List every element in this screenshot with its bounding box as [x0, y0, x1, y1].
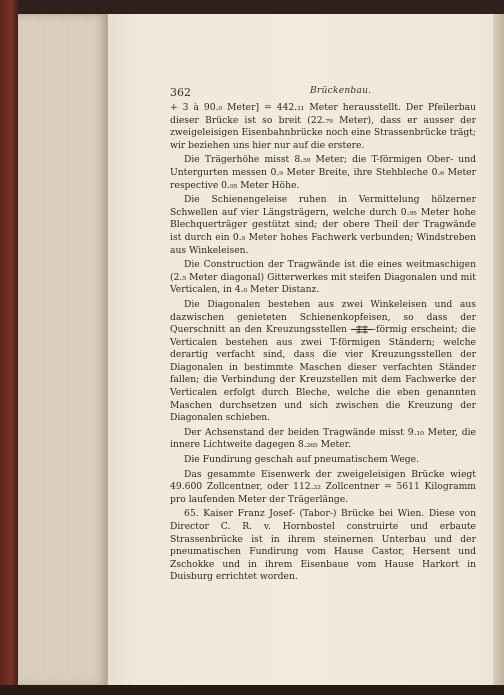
book-cover-spine — [0, 0, 18, 695]
paragraph: Die Fundirung geschah auf pneumatischem Wege. — [184, 454, 420, 466]
page-number: 362 — [170, 86, 191, 99]
cross-section-symbol-icon — [351, 325, 373, 334]
paragraph: Die Construction der Tragwände ist die eines weitmaschigen (2.₅ Meter diagonal) Gitterwerkes mit steifen Diagonalen und mit Verticalen, in 4.₀ Meter Distanz. — [170, 259, 476, 296]
paragraph: Die Schienengeleise ruhen in Vermittelung hölzerner Schwellen auf vier Längsträgern, welche durch 0.₉₅ Meter hohe Blechquerträger gestützt sind; der obere Theil der Tragwände ist durch ein 0.₉ Meter hohes Fachwerk verbunden; Windstreben aus Winkeleisen. — [170, 194, 476, 256]
paragraph: Das gesammte Eisenwerk der zweigeleisigen Brücke wiegt 49.600 Zollcentner, oder 112.₂₂ Zollcentner = 5611 Kilogramm pro laufenden Meter der Trägerlänge. — [170, 468, 476, 505]
paragraph — [170, 299, 476, 425]
paragraph: Der Achsenstand der beiden Tragwände misst 9.₁₀ Meter, die innere Lichtweite dagegen 8.₂₆₅ Meter. — [170, 426, 476, 451]
page-edges-stack — [18, 14, 108, 686]
book-cover-top-edge — [0, 0, 504, 14]
paragraph: 65. Kaiser Franz Josef- (Tabor-) Brücke bei Wien. Diese von Director C. R. v. Hornbostel construirte und erbaute Strassenbrücke ist in ihrem steinernen Unterbau und der pneumatischen Fundirung vom Hause Castor, Hersent und Zschokke und in ihrem Eisenbaue vom Hause Harkort in Duisburg errichtet worden. — [170, 508, 476, 583]
paragraph: + 3 à 90.₀ Meter] = 442.₂₁ Meter herausstellt. Der Pfeilerbau dieser Brücke ist so breit (22.₇₉ Meter), dass er ausser der zweigeleisigen Eisenbahnbrücke noch eine Strassenbrücke trägt; wir beziehen uns hier nur auf die erstere. — [170, 102, 476, 151]
page-right-edge — [493, 14, 504, 686]
paragraph-part: Die Diagonalen bestehen aus zwei Winkeleisen und aus dazwischen genieteten Schienenkopfeisen, so dass der Querschnitt an den Kreuzungsstellen — [170, 298, 476, 336]
body-text — [170, 102, 476, 586]
book-cover-bottom-edge — [0, 685, 504, 695]
paragraph: Die Trägerhöhe misst 8.₅₉ Meter; die T-förmigen Ober- und Untergurten messen 0.₉ Meter Breite, ihre Stehbleche 0.₆ Meter respective 0.₉₅ Meter Höhe. — [170, 154, 476, 191]
page-header — [170, 86, 476, 100]
paragraph-part: -förmig erscheint; die Verticalen bestehen aus zwei T-förmigen Ständern; welche derartig verfacht sind, dass die vier Kreuzungsstellen der Diagonalen in bestimmte Maschen dieser verfachten Ständer fallen; die Verbindung der Kreuzstellen mit dem Fachwerke der Verticalen erfolgt durch Bleche, welche die eben genannten Maschen durchsetzen und sich zwischen die Kreuzung der Diagonalen schieben. — [170, 324, 476, 424]
running-title: Brückenbau. — [310, 86, 372, 96]
